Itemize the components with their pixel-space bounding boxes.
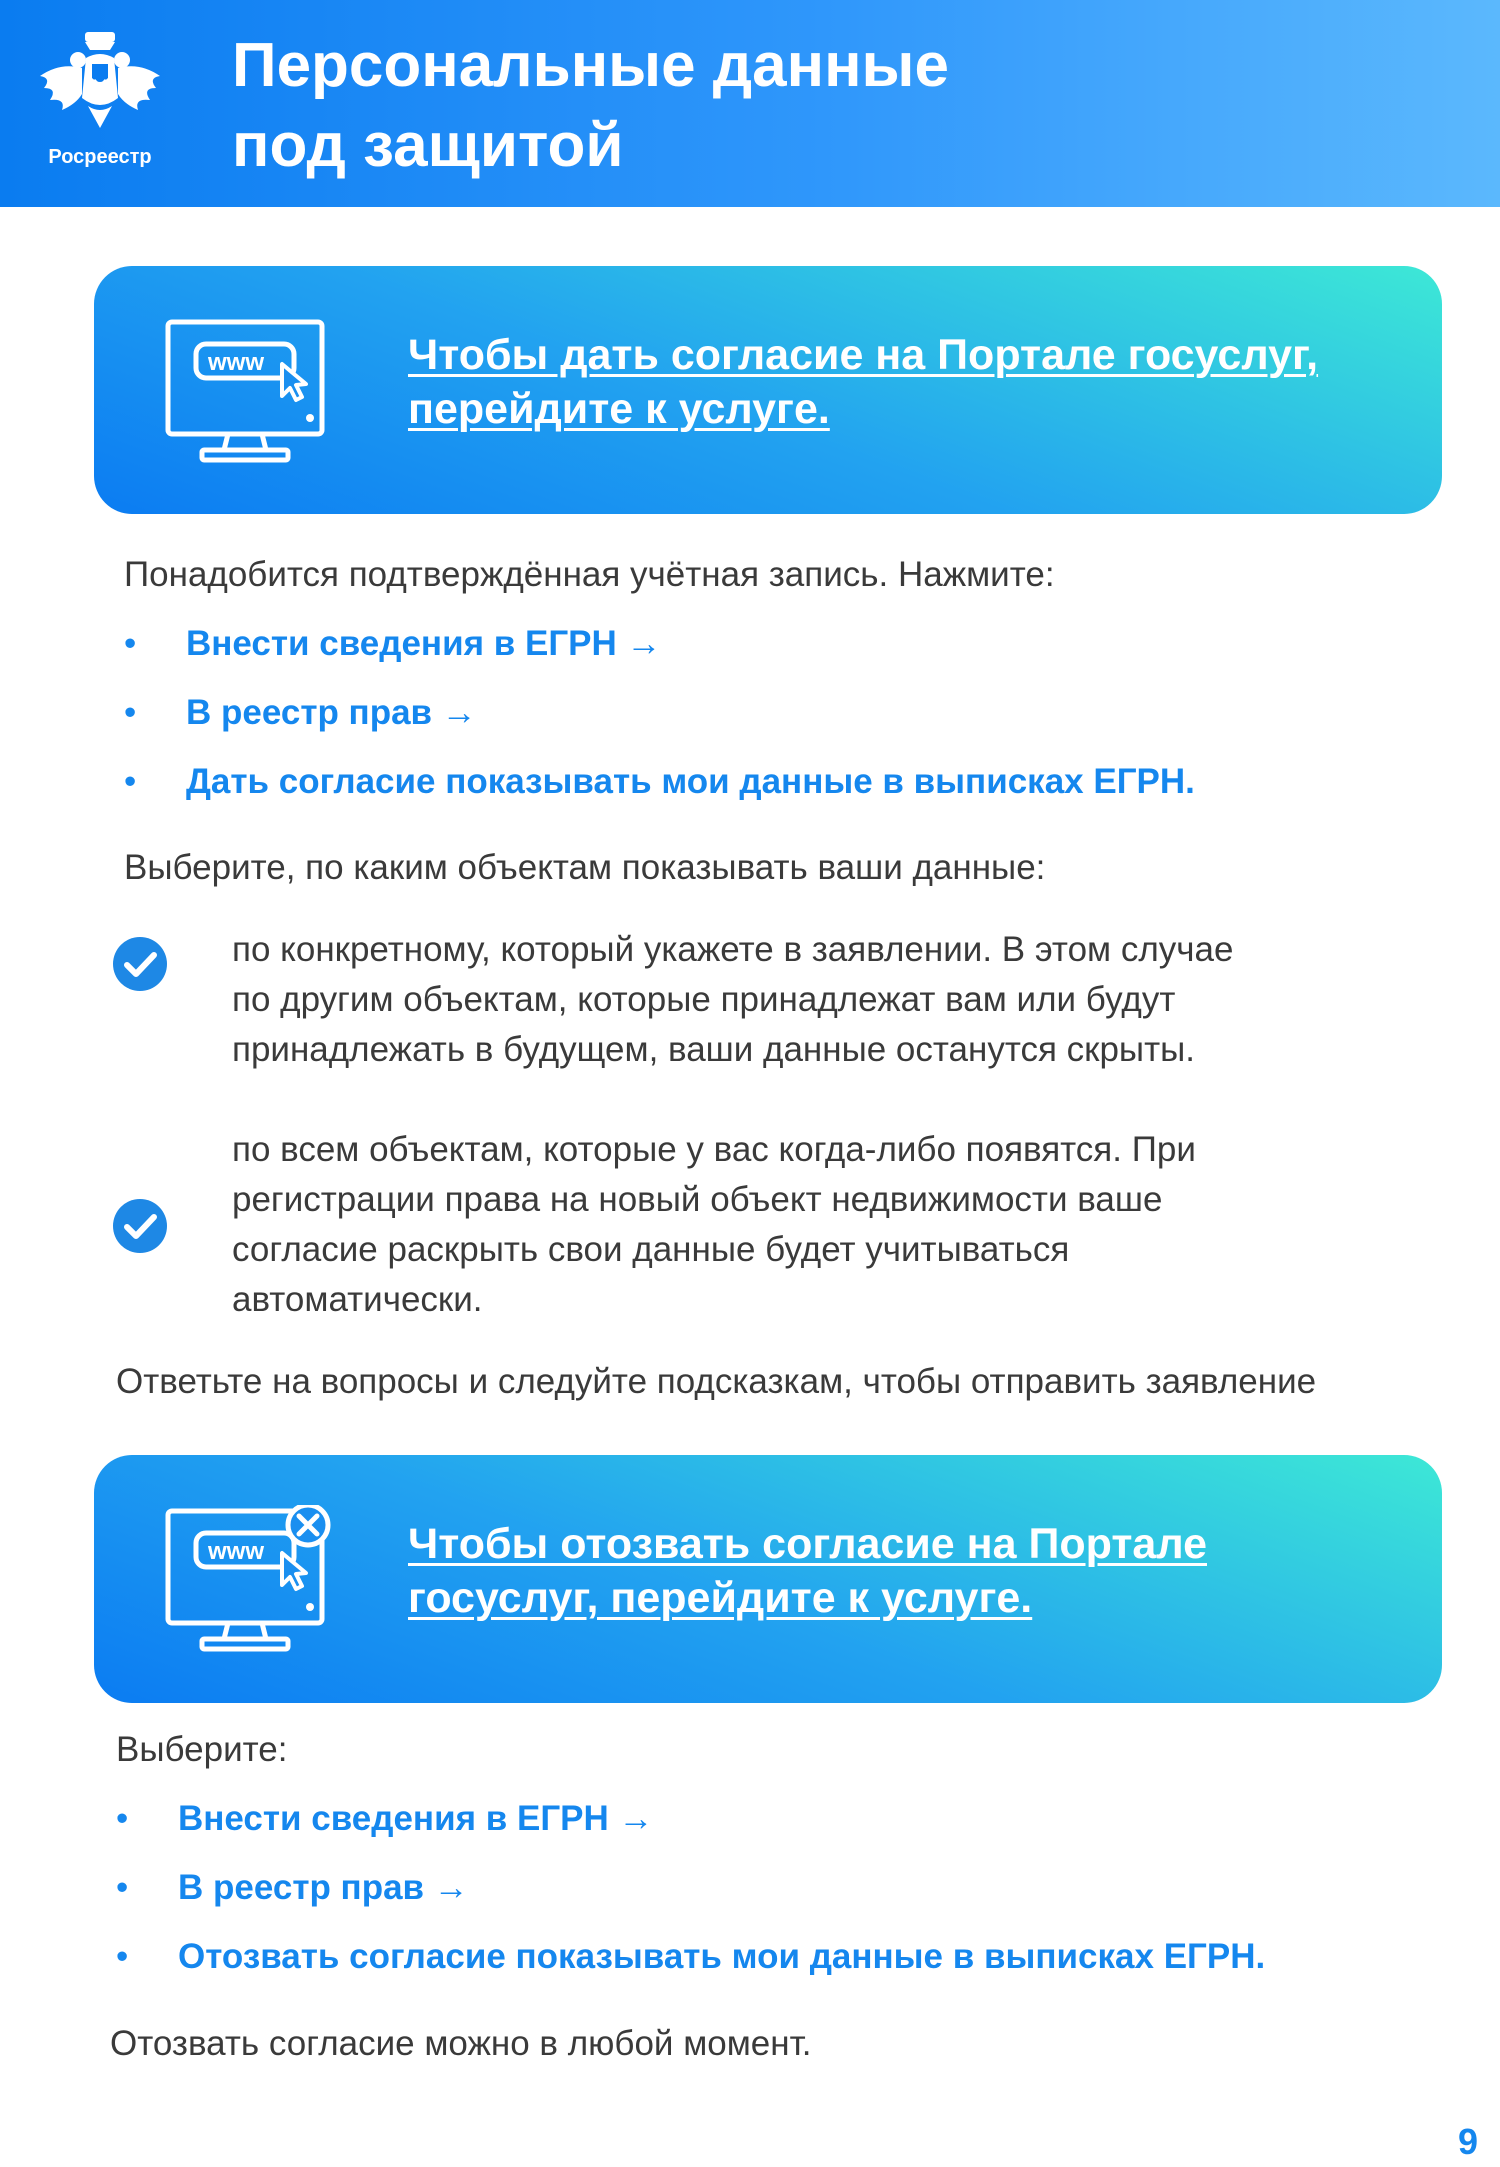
option-text bbox=[232, 1125, 1432, 1325]
step-link[interactable]: Отозвать согласие показывать мои данные в выписках ЕГРН. bbox=[178, 1937, 1266, 1976]
step-link[interactable]: В реестр прав → bbox=[186, 693, 477, 732]
step-link[interactable]: Внести сведения в ЕГРН → bbox=[178, 1799, 654, 1838]
option-line: по конкретному, который укажете в заявлении. В этом случае bbox=[232, 930, 1234, 969]
give-consent-card bbox=[94, 266, 1442, 514]
monitor-www-icon bbox=[164, 316, 334, 466]
bullet-icon: • bbox=[116, 1937, 129, 1976]
option-all-objects bbox=[112, 1125, 1412, 1335]
page-number: 9 bbox=[1457, 2121, 1478, 2162]
option-specific-object bbox=[112, 925, 1412, 1085]
bullet-icon: • bbox=[116, 1868, 129, 1907]
monitor-www-close-icon bbox=[164, 1505, 334, 1655]
account-requirement-text: Понадобится подтверждённая учётная запись. Нажмите: bbox=[124, 555, 1055, 594]
bullet-icon: • bbox=[124, 693, 137, 732]
option-line: принадлежать в будущем, ваши данные останутся скрыты. bbox=[232, 1030, 1195, 1069]
page-title bbox=[232, 26, 949, 186]
page-title-line: под защитой bbox=[232, 111, 624, 180]
page-title-line: Персональные данные bbox=[232, 31, 949, 100]
step-link[interactable]: Дать согласие показывать мои данные в выписках ЕГРН. bbox=[186, 762, 1195, 801]
choose-objects-text: Выберите, по каким объектам показывать ваши данные: bbox=[124, 848, 1046, 887]
rosreestr-logo bbox=[30, 28, 170, 178]
step-link[interactable]: В реестр прав → bbox=[178, 1868, 469, 1907]
link-line[interactable]: госуслуг, перейдите к услуге. bbox=[408, 1574, 1033, 1622]
step-link[interactable]: Внести сведения в ЕГРН → bbox=[186, 624, 662, 663]
link-line[interactable]: Чтобы дать согласие на Портале госуслуг, bbox=[408, 331, 1319, 379]
revoke-consent-card bbox=[94, 1455, 1442, 1703]
choose-text: Выберите: bbox=[116, 1730, 288, 1769]
option-text bbox=[232, 925, 1432, 1075]
option-line: согласие раскрыть свои данные будет учитываться bbox=[232, 1230, 1070, 1269]
bullet-icon: • bbox=[116, 1799, 129, 1838]
checkmark-circle-icon bbox=[112, 936, 168, 992]
checkmark-circle-icon bbox=[112, 1198, 168, 1254]
www-label: www bbox=[208, 349, 265, 376]
revoke-consent-service-link[interactable] bbox=[408, 1517, 1408, 1625]
give-consent-service-link[interactable] bbox=[408, 328, 1408, 436]
revoke-anytime-note: Отозвать согласие можно в любой момент. bbox=[110, 2024, 812, 2063]
link-line[interactable]: Чтобы отозвать согласие на Портале bbox=[408, 1520, 1207, 1568]
www-label: www bbox=[208, 1538, 265, 1565]
bullet-icon: • bbox=[124, 624, 137, 663]
follow-hints-text: Ответьте на вопросы и следуйте подсказкам, чтобы отправить заявление bbox=[116, 1362, 1317, 1401]
option-line: регистрации права на новый объект недвижимости ваше bbox=[232, 1180, 1163, 1219]
header-banner bbox=[0, 0, 1500, 207]
link-line[interactable]: перейдите к услуге. bbox=[408, 385, 830, 433]
logo-caption: Росреестр bbox=[48, 146, 152, 168]
option-line: автоматически. bbox=[232, 1280, 483, 1319]
option-line: по всем объектам, которые у вас когда-либо появятся. При bbox=[232, 1130, 1196, 1169]
bullet-icon: • bbox=[124, 762, 137, 801]
eagle-emblem-icon bbox=[30, 28, 170, 146]
option-line: по другим объектам, которые принадлежат вам или будут bbox=[232, 980, 1176, 1019]
